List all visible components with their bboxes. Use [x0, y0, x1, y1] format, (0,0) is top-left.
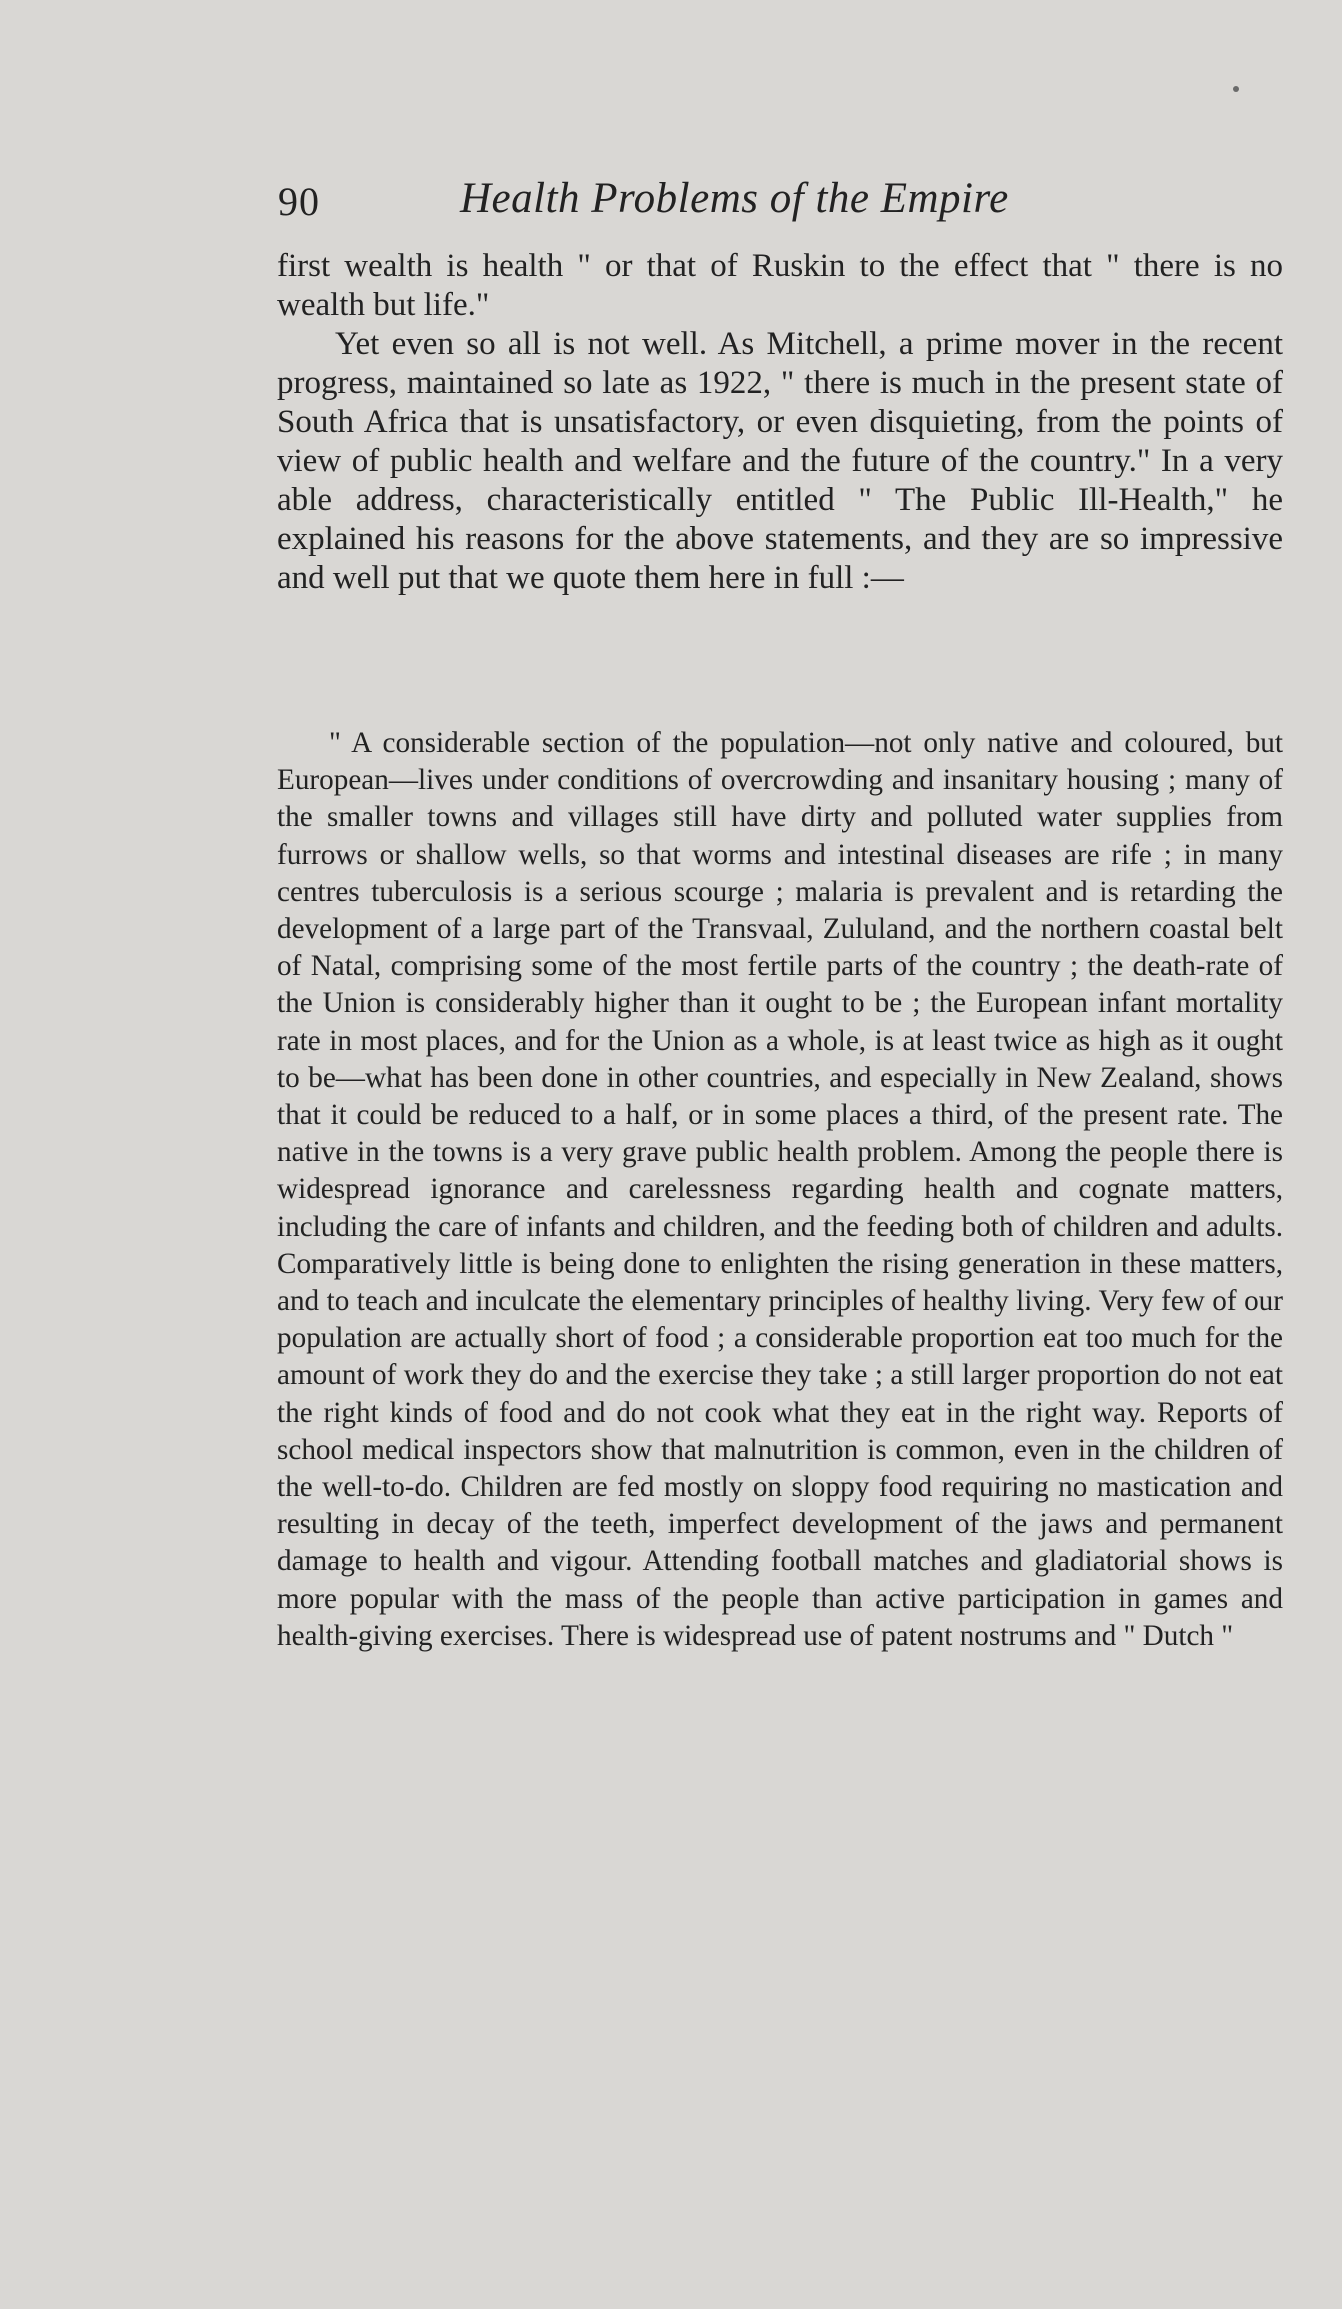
block-quote [277, 725, 1283, 1655]
body-text [277, 247, 1283, 598]
page-number: 90 [278, 179, 320, 224]
page-header [278, 166, 1278, 236]
running-title: Health Problems of the Empire [460, 175, 1009, 222]
quote-paragraph: " A considerable section of the population—not only native and coloured, but European—lives under conditions of overcrowding and insanitary housing ; many of the smaller towns and villages still have dirty and polluted water supplies from furrows or shallow wells, so that worms and intestinal diseases are rife ; in many centres tuberculosis is a serious scourge ; malaria is prevalent and is retarding the development of a large part of the Transvaal, Zululand, and the northern coastal belt of Natal, comprising some of the most fertile parts of the country ; the death-rate of the Union is considerably higher than it ought to be ; the European infant mortality rate in most places, and for the Union as a whole, is at least twice as high as it ought to be—what has been done in other countries, and especially in New Zealand, shows that it could be reduced to a half, or in some places a third, of the present rate. The native in the towns is a very grave public health problem. Among the people there is widespread ignorance and carelessness regarding health and cognate matters, including the care of infants and children, and the feeding both of children and adults. Comparatively little is being done to enlighten the rising generation in these matters, and to teach and inculcate the elementary principles of healthy living. Very few of our population are actually short of food ; a considerable proportion eat too much for the amount of work they do and the exercise they take ; a still larger proportion do not eat the right kinds of food and do not cook what they eat in the right way. Reports of school medical inspectors show that malnutrition is common, even in the children of the well-to-do. Children are fed mostly on sloppy food requiring no mastication and resulting in decay of the teeth, imperfect development of the jaws and permanent damage to health and vigour. Attending football matches and gladiatorial shows is more popular with the mass of the people than active participation in games and health-giving exercises. There is widespread use of patent nostrums and " Dutch " [277, 727, 1283, 1652]
paragraph-continued: first wealth is health " or that of Ruskin to the effect that " there is no wealth but life." [277, 248, 1283, 323]
paragraph-mitchell: Yet even so all is not well. As Mitchell, a prime mover in the recent progress, maintained so late as 1922, " there is much in the present state of South Africa that is unsatisfactory, or even disquieting, from the points of view of public health and welfare and the future of the country." In a very able address, characteristically entitled " The Public Ill-Health," he explained his reasons for the above statements, and they are so impressive and well put that we quote them here in full :— [277, 326, 1283, 596]
page-speck [1233, 86, 1239, 92]
